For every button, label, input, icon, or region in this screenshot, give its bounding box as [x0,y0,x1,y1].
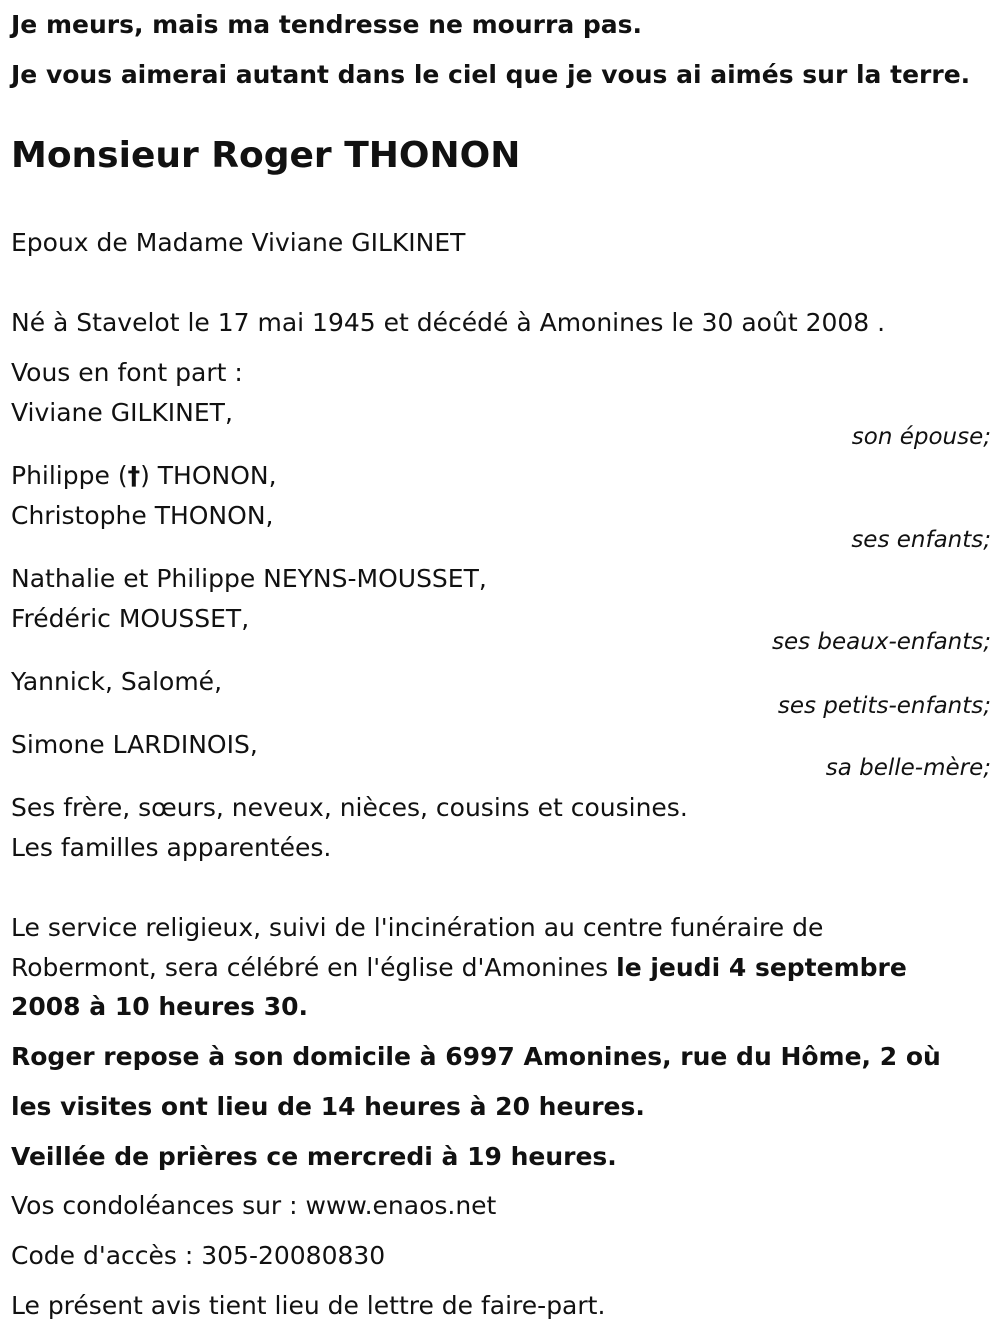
relation-label: ses beaux-enfants; [771,629,991,655]
spouse-line: Epoux de Madame Viviane GILKINET [11,228,466,257]
epigraph-line-1: Je meurs, mais ma tendresse ne mourra pas. [11,10,643,39]
service-time: 2008 à 10 heures 30. [11,992,309,1021]
closing-line: Le présent avis tient lieu de lettre de faire-part. [11,1291,606,1320]
announcer-name: Viviane GILKINET, [11,398,233,427]
announcer-name: Christophe THONON, [11,501,274,530]
visitation-line-2: les visites ont lieu de 14 heures à 20 heures. [11,1092,645,1121]
extended-family-line: Ses frère, sœurs, neveux, nièces, cousins et cousines. [11,793,688,822]
relation-label: ses enfants; [851,527,991,553]
deceased-name: Monsieur Roger THONON [11,135,521,176]
relation-label: son épouse; [851,424,991,450]
deceased-cross-icon: † [127,461,141,490]
birth-death-line: Né à Stavelot le 17 mai 1945 et décédé à Amonines le 30 août 2008 . [11,308,886,337]
announcer-name: Frédéric MOUSSET, [11,604,250,633]
relation-label: ses petits-enfants; [777,693,991,719]
vigil-line: Veillée de prières ce mercredi à 19 heures. [11,1142,617,1171]
announcer-name: Yannick, Salomé, [11,667,223,696]
announcer-name: Simone LARDINOIS, [11,730,258,759]
relation-label: sa belle-mère; [825,755,991,781]
service-line-1: Le service religieux, suivi de l'incinération au centre funéraire de [11,913,824,942]
announcer-name: Philippe (†) THONON, [11,461,277,490]
epigraph-line-2: Je vous aimerai autant dans le ciel que je vous ai aimés sur la terre. [11,60,971,89]
condolences-line: Vos condoléances sur : www.enaos.net [11,1191,497,1220]
visitation-line-1: Roger repose à son domicile à 6997 Amonines, rue du Hôme, 2 où [11,1042,941,1071]
service-date: le jeudi 4 septembre [616,953,907,982]
access-code-line: Code d'accès : 305-20080830 [11,1241,386,1270]
service-line-2: Robermont, sera célébré en l'église d'Amonines le jeudi 4 septembre [11,953,907,982]
announcer-name: Nathalie et Philippe NEYNS-MOUSSET, [11,564,487,593]
announcers-intro: Vous en font part : [11,358,243,387]
related-families-line: Les familles apparentées. [11,833,332,862]
obituary-notice [11,0,991,1340]
